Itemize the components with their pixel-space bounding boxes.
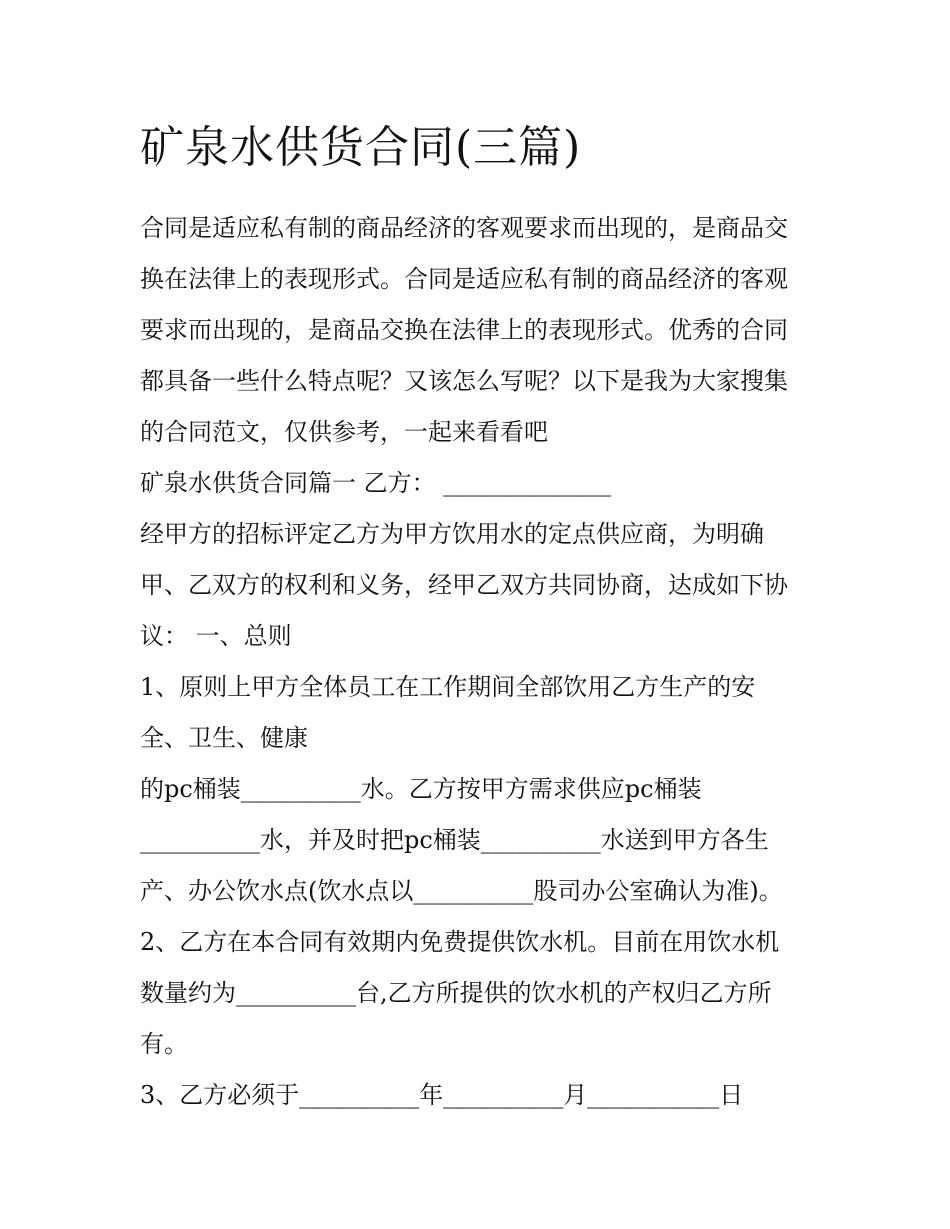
- clause-line: 全、卫生、健康: [140, 724, 308, 752]
- clause-line: 的pc桶装__________水。乙方按甲方需求供应pc桶装: [140, 775, 702, 803]
- paragraph-line: 要求而出现的，是商品交换在法律上的表现形式。优秀的合同: [140, 316, 788, 344]
- clause-line: 数量约为__________台,乙方所提供的饮水机的产权归乙方所: [140, 979, 772, 1007]
- paragraph-line: 换在法律上的表现形式。合同是适应私有制的商品经济的客观: [140, 265, 788, 293]
- section-heading-line: 矿泉水供货合同篇一 乙方： ______________: [140, 469, 612, 497]
- paragraph-line: 议： 一、总则: [140, 622, 292, 650]
- clause-line: 1、原则上甲方全体员工在工作期间全部饮用乙方生产的安: [140, 673, 756, 701]
- clause-line: 产、办公饮水点(饮水点以__________股司办公室确认为准)。: [140, 877, 783, 905]
- clause-line: __________水，并及时把pc桶装__________水送到甲方各生: [140, 826, 769, 854]
- clause-line: 2、乙方在本合同有效期内免费提供饮水机。目前在用饮水机: [140, 928, 780, 956]
- document-page: [140, 118, 820, 1121]
- paragraph-line: 的合同范文，仅供参考，一起来看看吧: [140, 418, 548, 446]
- paragraph-line: 甲、乙双方的权利和义务，经甲乙双方共同协商，达成如下协: [140, 571, 788, 599]
- paragraph-line: 经甲方的招标评定乙方为甲方饮用水的定点供应商，为明确: [140, 520, 764, 548]
- paragraph-line: 都具备一些什么特点呢？又该怎么写呢？以下是我为大家搜集: [140, 367, 788, 395]
- paragraph-line: 合同是适应私有制的商品经济的客观要求而出现的，是商品交: [140, 214, 788, 242]
- document-title: 矿泉水供货合同(三篇): [140, 122, 582, 173]
- clause-line: 3、乙方必须于__________年__________月___________日: [140, 1081, 744, 1109]
- clause-line: 有。: [140, 1030, 188, 1058]
